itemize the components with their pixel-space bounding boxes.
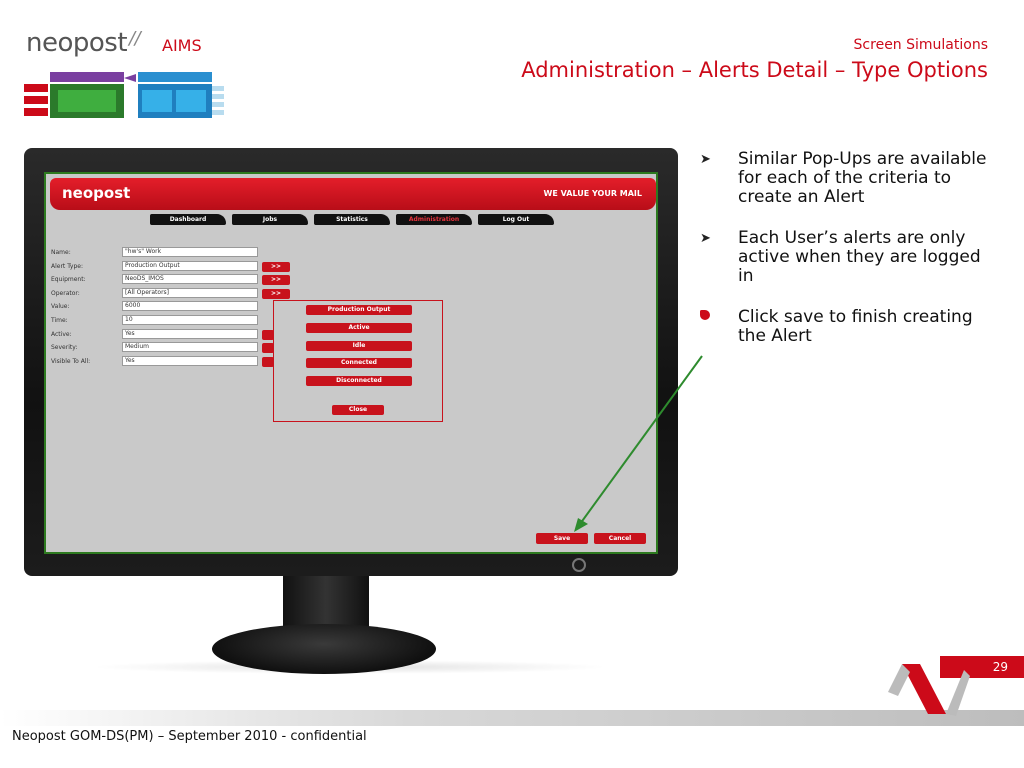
footer-text: Neopost GOM-DS(PM) – September 2010 - confidential xyxy=(12,729,367,744)
form-row-alert-type xyxy=(51,261,301,275)
process-diagram-thumbnail xyxy=(24,72,224,122)
slide-title: Administration – Alerts Detail – Type Options xyxy=(521,58,988,82)
alert-type-input[interactable]: Production Output xyxy=(122,261,258,271)
field-label: Time: xyxy=(51,316,68,324)
alert-type-more-button[interactable]: >> xyxy=(262,262,290,272)
form-row-time xyxy=(51,315,301,329)
value-input[interactable]: 6000 xyxy=(122,301,258,311)
bullet-list xyxy=(700,150,996,368)
bullet-text: Click save to finish creating the Alert xyxy=(738,307,973,346)
form-row-value xyxy=(51,301,301,315)
power-knob-icon xyxy=(572,558,586,572)
app-header xyxy=(50,178,656,210)
form-row-name xyxy=(51,247,301,261)
bullet-item xyxy=(700,229,996,286)
type-options-popup xyxy=(273,300,443,422)
form-row-equipment xyxy=(51,274,301,288)
app-tagline: WE VALUE YOUR MAIL xyxy=(543,189,642,198)
tab-statistics[interactable]: Statistics xyxy=(314,214,390,225)
field-label: Alert Type: xyxy=(51,262,83,270)
bullet-text: Each User’s alerts are only active when they are logged in xyxy=(738,228,981,286)
option-disconnected[interactable]: Disconnected xyxy=(306,376,412,386)
form-row-operator xyxy=(51,288,301,302)
tab-dashboard[interactable]: Dashboard xyxy=(150,214,226,225)
monitor xyxy=(24,148,678,576)
bullet-item xyxy=(700,150,996,207)
option-production-output[interactable]: Production Output xyxy=(306,305,412,315)
cancel-button[interactable]: Cancel xyxy=(594,533,646,544)
save-button[interactable]: Save xyxy=(536,533,588,544)
form-row-active xyxy=(51,329,301,343)
arrow-bullet-icon: ➤ xyxy=(700,231,711,246)
footer-bar xyxy=(0,710,1024,726)
page-number: 29 xyxy=(940,656,1024,678)
field-label: Severity: xyxy=(51,344,78,352)
monitor-controls xyxy=(554,556,684,572)
alert-form xyxy=(51,247,301,369)
option-active[interactable]: Active xyxy=(306,323,412,333)
monitor-screen xyxy=(44,172,658,554)
field-label: Name: xyxy=(51,249,71,256)
time-input[interactable]: 10 xyxy=(122,315,258,325)
field-label: Equipment: xyxy=(51,276,86,284)
main-tabs xyxy=(150,214,554,225)
option-connected[interactable]: Connected xyxy=(306,358,412,368)
app-logo: neopost xyxy=(62,184,131,202)
option-idle[interactable]: Idle xyxy=(306,341,412,351)
bullet-text: Similar Pop-Ups are available for each of the criteria to create an Alert xyxy=(738,149,987,207)
operator-more-button[interactable]: >> xyxy=(262,289,290,299)
form-actions xyxy=(536,533,646,544)
field-label: Visible To All: xyxy=(51,357,91,365)
field-label: Active: xyxy=(51,330,72,338)
visible-to-all-input[interactable]: Yes xyxy=(122,356,258,366)
form-row-severity xyxy=(51,342,301,356)
severity-input[interactable]: Medium xyxy=(122,342,258,352)
active-input[interactable]: Yes xyxy=(122,329,258,339)
tab-administration[interactable]: Administration xyxy=(396,214,472,225)
red-bullet-icon xyxy=(700,310,710,320)
equipment-more-button[interactable]: >> xyxy=(262,275,290,285)
field-label: Operator: xyxy=(51,289,80,297)
monitor-stand-base xyxy=(212,624,436,674)
tab-log-out[interactable]: Log Out xyxy=(478,214,554,225)
neopost-swoosh-icon xyxy=(880,652,976,728)
slide-subtitle: Screen Simulations xyxy=(853,37,988,53)
name-input[interactable]: "hw's" Work xyxy=(122,247,258,257)
tab-jobs[interactable]: Jobs xyxy=(232,214,308,225)
bullet-item xyxy=(700,308,996,346)
field-label: Value: xyxy=(51,303,70,311)
popup-close-button[interactable]: Close xyxy=(332,405,384,415)
neopost-logo: neopost // xyxy=(26,28,141,58)
arrow-bullet-icon: ➤ xyxy=(700,152,711,167)
form-row-visible-to-all xyxy=(51,356,301,370)
app-name: AIMS xyxy=(162,36,202,55)
equipment-input[interactable]: NeoDS_IMOS xyxy=(122,274,258,284)
operator-input[interactable]: [All Operators] xyxy=(122,288,258,298)
